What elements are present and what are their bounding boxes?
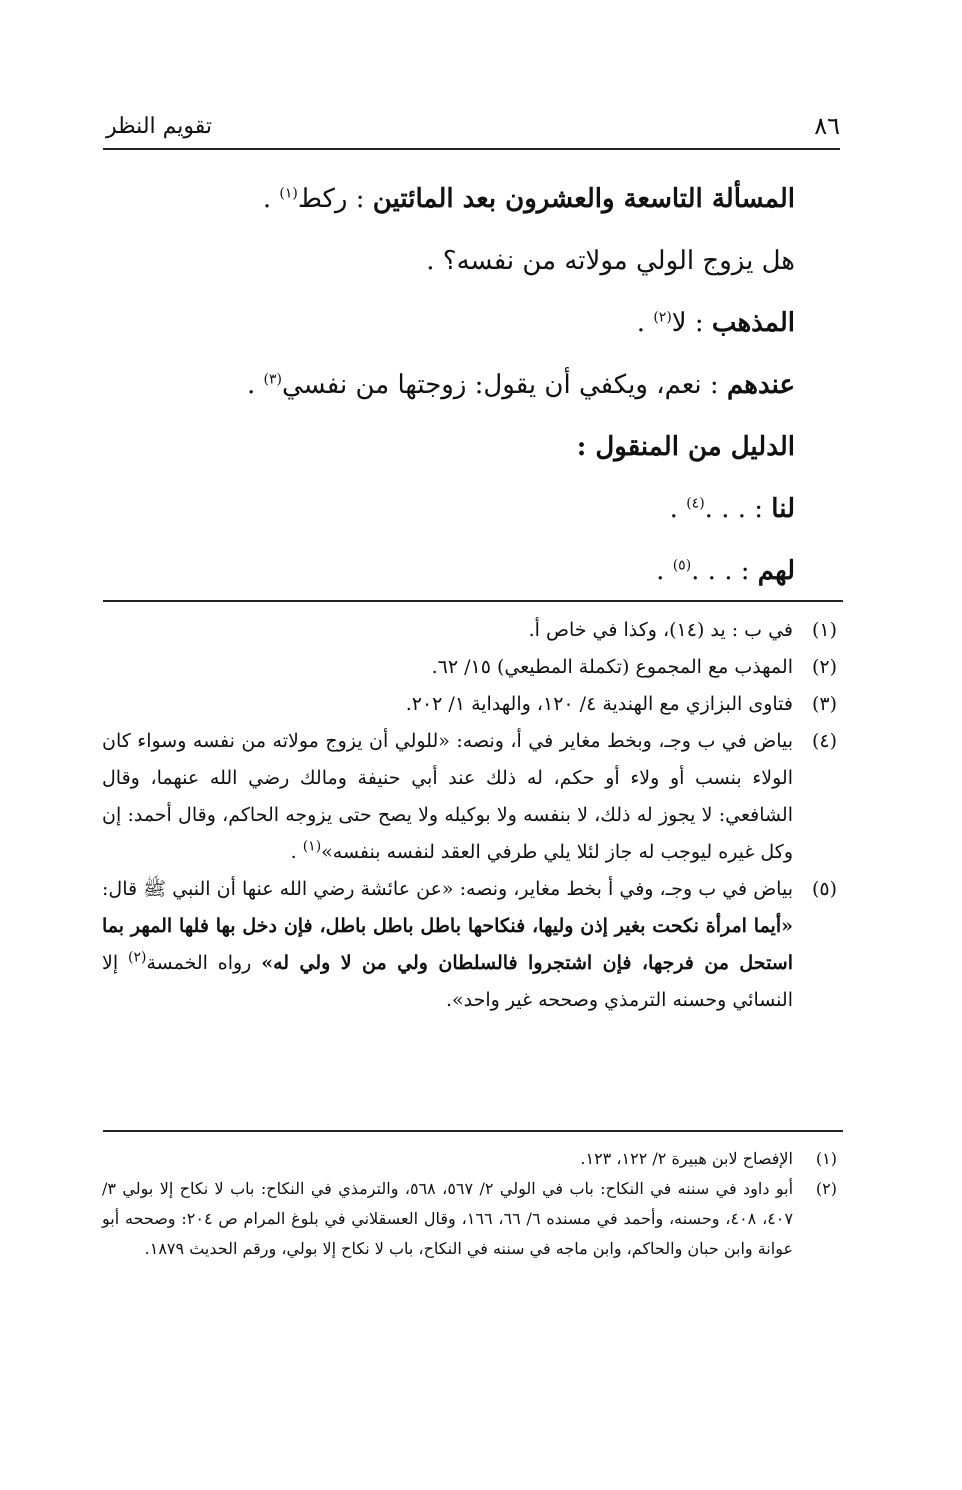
- subfootnote-2: [102, 1174, 837, 1264]
- subfootnotes: [102, 1144, 837, 1264]
- footnote-5: [102, 871, 837, 1019]
- subfootnote-1: [102, 1144, 837, 1174]
- footnote-number: (١): [815, 1149, 837, 1168]
- indahum-text: : نعم، ويكفي أن يقول: زوجتها من نفسي: [281, 370, 719, 400]
- footnote-number: (٥): [811, 878, 837, 900]
- footnote-number: (٤): [811, 730, 837, 752]
- footnote-rule: [103, 600, 843, 602]
- footnote-quote: بياض في ب وجـ، وبخط مغاير في أ، ونصه: «للولي أن يزوج مولاته من نفسه وسواء كان الولاء بنسب أو ولاء أو حكم، له ذلك عند أبي حنيفة ومالك رضي الله عنهما، وقال الشافعي: لا يجوز له ذلك، لا بنفسه ولا بوكيله ولا يصح حتى يزوجه الحاكم، وقال أحمد: إن وكل غيره ليوجب له جاز لئلا يلي طرفي العقد لنفسه بنفسه»: [102, 730, 794, 863]
- lahum-text: : . . .: [691, 556, 750, 586]
- footnote-2: [102, 649, 837, 686]
- footnote-ref: (٤): [686, 495, 705, 512]
- footnote-ref: (٥): [672, 557, 692, 574]
- footnote-1: [102, 612, 837, 649]
- footnote-ref: (٢): [653, 309, 672, 326]
- footnote-number: (٣): [811, 693, 837, 715]
- period: .: [636, 308, 646, 338]
- main-text: [135, 168, 795, 602]
- footnote-number: (١): [811, 619, 837, 641]
- footnote-intro: بياض في ب وجـ، وفي أ بخط مغاير، ونصه: «عن عائشة رضي الله عنها أن النبي ﷺ قال:: [102, 878, 793, 900]
- footnote-ref: (٢): [127, 949, 147, 966]
- page-number: ٨٦: [814, 112, 840, 140]
- indahum-label: عندهم: [726, 370, 795, 400]
- footnote-text: [102, 871, 793, 1019]
- issue-code: : ركط: [297, 184, 365, 214]
- footnote-text: المهذب مع المجموع (تكملة المطيعي) ١٥/ ٦٢.: [431, 656, 793, 678]
- footnote-text: أبو داود في سننه في النكاح: باب في الولي ٢/ ٥٦٧، ٥٦٨، والترمذي في النكاح: باب لا نكاح إلا بولي ٣/ ٤٠٧، ٤٠٨، وحسنه، وأحمد في مسنده ٦/ ٦٦، ١٦٦، وقال العسقلاني في بلوغ المرام ص ٢٠٤: وصححه أبو عوانة وابن حبان والحاكم، وابن ماجه في سننه في النكاح، باب لا نكاح إلا بولي، ورقم الحديث ١٨٧٩.: [102, 1179, 794, 1258]
- issue-heading: [135, 168, 795, 230]
- footnote-text: الإفصاح لابن هبيرة ٢/ ١٢٢، ١٢٣.: [580, 1149, 793, 1168]
- period: .: [290, 841, 297, 863]
- header-rule: [103, 148, 840, 150]
- question-line: هل يزوج الولي مولاته من نفسه؟ .: [426, 246, 795, 276]
- period: .: [656, 556, 665, 586]
- footnote-ref: (١): [279, 185, 298, 202]
- footnote-text: [102, 723, 793, 871]
- footnotes: [102, 612, 837, 1019]
- period: .: [262, 184, 272, 214]
- page-header: [106, 112, 840, 152]
- footnote-number: (٢): [811, 656, 837, 678]
- footnote-text: في ب : يد (١٤)، وكذا في خاص أ.: [528, 619, 793, 641]
- indahum-line: [135, 354, 795, 416]
- period: .: [246, 370, 256, 400]
- hadith-text: «أيما امرأة نكحت بغير إذن وليها، فنكاحها باطل باطل باطل، فإن دخل بها فلها المهر بما استحل من فرجها، فإن اشتجروا فالسلطان ولي من لا ولي له»: [102, 915, 793, 974]
- daleel-heading: الدليل من المنقول :: [576, 432, 795, 462]
- footnote-text: فتاوى البزازي مع الهندية ٤/ ١٢٠، والهداية ١/ ٢٠٢.: [405, 693, 793, 715]
- footnote-number: (٢): [815, 1179, 837, 1198]
- subfootnote-rule: [103, 1130, 843, 1132]
- issue-label: المسألة التاسعة والعشرون بعد المائتين: [372, 184, 795, 214]
- madhhab-label: المذهب: [711, 308, 795, 338]
- footnote-source: رواه الخمسة: [146, 952, 262, 974]
- lahum-label: لهم: [757, 556, 795, 586]
- footnote-4: [102, 723, 837, 871]
- footnote-grading: إلا النسائي وحسنه الترمذي وصححه غير واحد».: [102, 952, 793, 1011]
- footnote-3: [102, 686, 837, 723]
- running-title: تقويم النظر: [106, 114, 213, 139]
- madhhab-text: : لا: [671, 308, 704, 338]
- lahum-line: [135, 540, 795, 602]
- footnote-ref: (٣): [263, 371, 282, 388]
- lana-line: [135, 478, 795, 540]
- footnote-ref: (١): [302, 838, 322, 855]
- madhhab-line: [135, 292, 795, 354]
- lana-label: لنا: [771, 494, 795, 524]
- lana-text: : . . .: [704, 494, 764, 524]
- period: .: [669, 494, 678, 524]
